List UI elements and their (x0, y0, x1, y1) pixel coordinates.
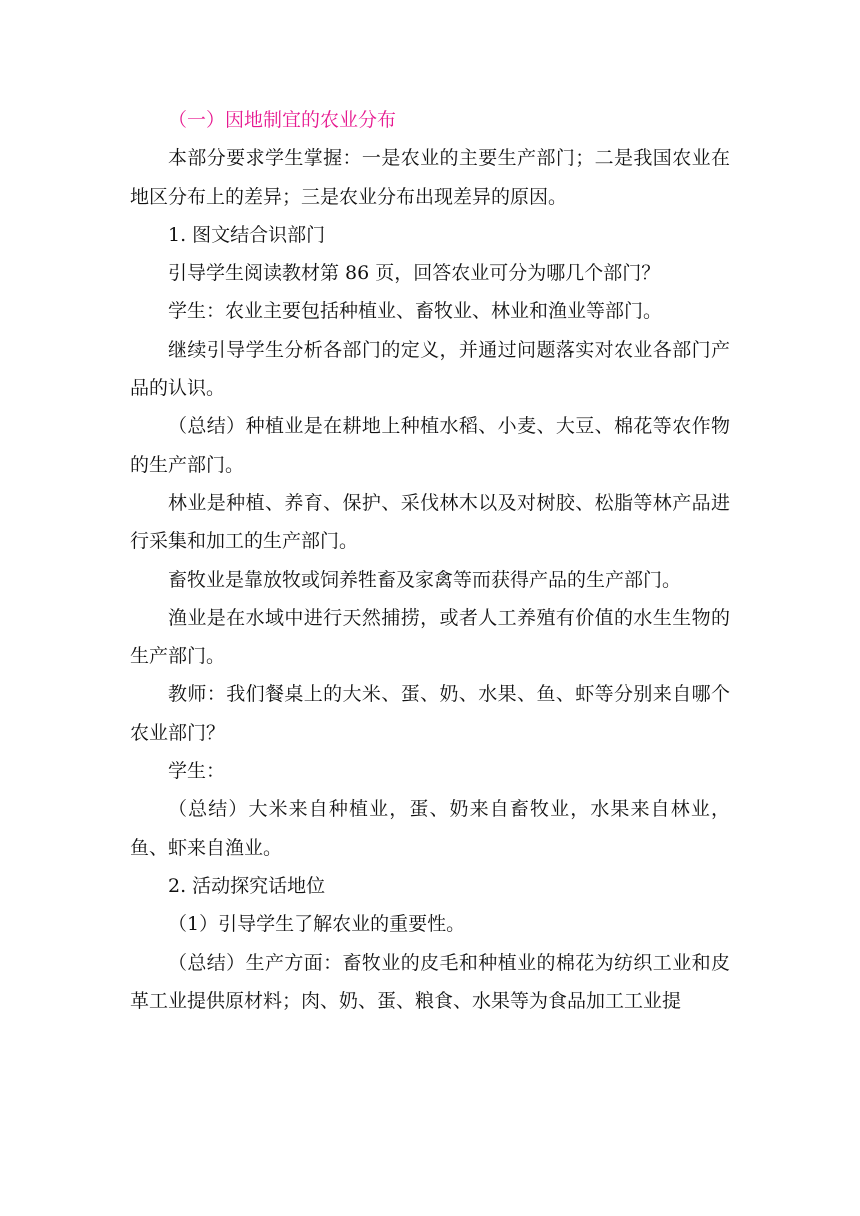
summary-label: （总结） (168, 798, 249, 821)
summary-text: 生产方面：畜牧业的皮毛和种植业的棉花为纺织工业和皮革工业提供原材料；肉、奶、蛋、粮食、水果等为食品加工工业提 (130, 951, 730, 1012)
summary-production-paragraph (130, 944, 730, 1021)
subsection-title-2: 2. 活动探究话地位 (168, 874, 326, 897)
point-1-paragraph: （1）引导学生了解农业的重要性。 (168, 913, 466, 936)
animal-husbandry-paragraph: 畜牧业是靠放牧或饲养牲畜及家禽等而获得产品的生产部门。 (168, 568, 682, 591)
teacher-label: 教师： (168, 683, 227, 706)
teacher-text: 我们餐桌上的大米、蛋、奶、水果、鱼、虾等分别来自哪个农业部门？ (130, 683, 730, 744)
summary-products-paragraph (130, 790, 730, 867)
intro-paragraph: 本部分要求学生掌握：一是农业的主要生产部门；二是我国农业在地区分布上的差异；三是农业分布出现差异的原因。 (130, 147, 730, 208)
subsection-title-1: 1. 图文结合识部门 (168, 223, 326, 246)
document-page (130, 101, 730, 1020)
summary-planting-paragraph (130, 407, 730, 484)
summary-text: 种植业是在耕地上种植水稻、小麦、大豆、棉花等农作物的生产部门。 (130, 415, 730, 476)
guide-analyze-paragraph: 继续引导学生分析各部门的定义，并通过问题落实对农业各部门产品的认识。 (130, 338, 730, 400)
student-prompt-paragraph: 学生： (168, 760, 226, 783)
teacher-question-paragraph (130, 675, 730, 752)
student-answer-paragraph: 学生：农业主要包括种植业、畜牧业、林业和渔业等部门。 (168, 300, 663, 323)
section-heading: （一）因地制宜的农业分布 (168, 109, 397, 131)
summary-label: （总结） (168, 415, 246, 438)
summary-label: （总结） (168, 951, 246, 974)
forestry-paragraph: 林业是种植、养育、保护、采伐林木以及对树胶、松脂等林产品进行采集和加工的生产部门。 (130, 491, 730, 553)
fishery-paragraph: 渔业是在水域中进行天然捕捞，或者人工养殖有价值的水生生物的生产部门。 (130, 606, 730, 668)
guide-read-paragraph: 引导学生阅读教材第 86 页，回答农业可分为哪几个部门？ (168, 262, 661, 285)
summary-text: 大米来自种植业，蛋、奶来自畜牧业，水果来自林业，鱼、虾来自渔业。 (130, 798, 730, 859)
